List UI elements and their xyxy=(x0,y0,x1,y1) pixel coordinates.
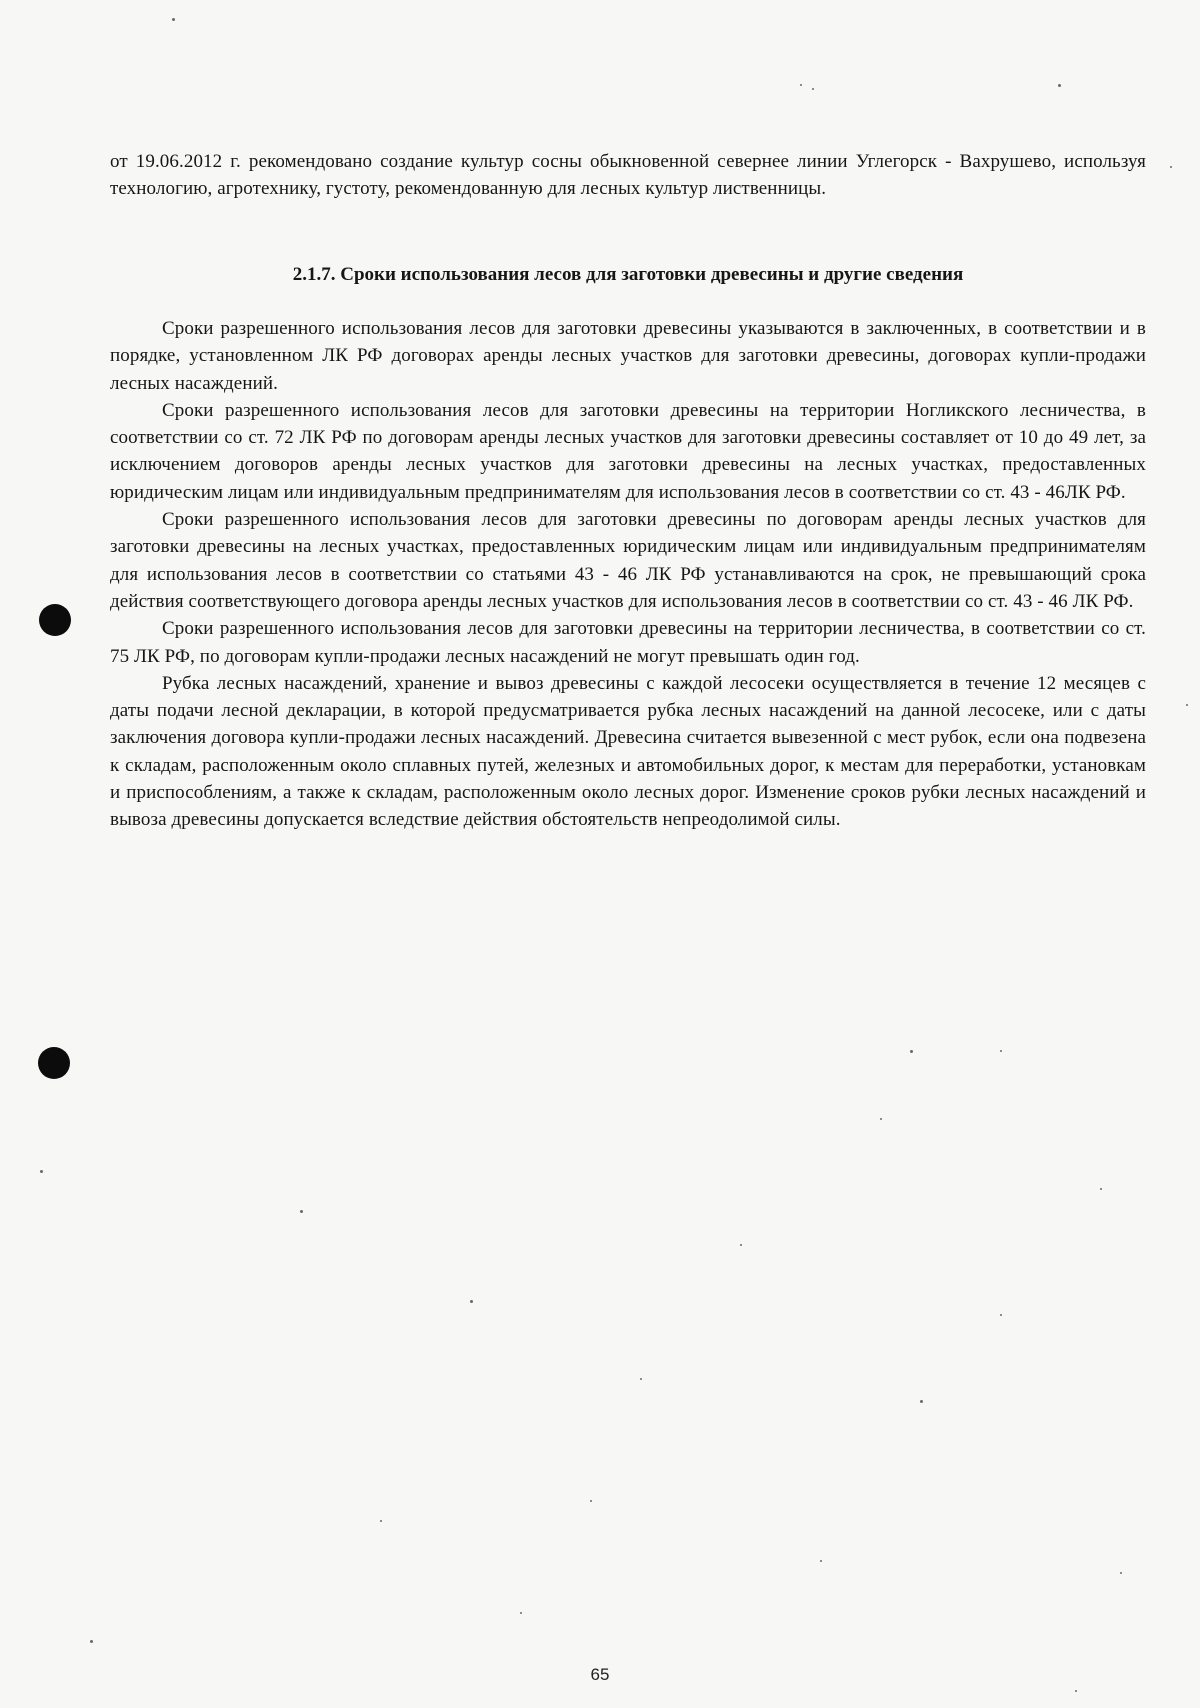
paragraph-5: Рубка лесных насаждений, хранение и вывоз древесины с каждой лесосеки осуществляется в течение 12 месяцев с даты подачи лесной декларации, в которой предусматривается рубка лесных насаждений на данной лесосеке, или с даты заключения договора купли-продажи лесных насаждений. Древесина считается вывезенной с мест рубок, если она подвезена к складам, расположенным около сплавных путей, железных и автомобильных дорог, к местам для переработки, установкам и приспособлениям, а также к складам, расположенным около лесных дорог. Изменение сроков рубки лесных насаждений и вывоза древесины допускается вследствие действия обстоятельств непреодолимой силы. xyxy=(110,672,1146,831)
scan-speck xyxy=(1186,704,1188,706)
scan-speck xyxy=(520,1612,522,1614)
scan-speck xyxy=(380,1520,382,1522)
intro-paragraph: от 19.06.2012 г. рекомендовано создание культур сосны обыкновенной севернее линии Углегорск - Вахрушево, используя технологию, агротехнику, густоту, рекомендованную для лесных культур лиственницы. xyxy=(110,151,1146,200)
scan-speck xyxy=(1000,1050,1002,1052)
scan-speck xyxy=(90,1640,93,1643)
scan-speck xyxy=(1170,166,1172,168)
binder-hole-bottom xyxy=(38,1047,70,1079)
scan-speck xyxy=(1058,84,1061,87)
scan-speck xyxy=(590,1500,592,1502)
scan-speck xyxy=(40,1170,43,1173)
scan-speck xyxy=(1100,1188,1102,1190)
scan-speck xyxy=(1120,1572,1122,1574)
scan-speck xyxy=(910,1050,913,1053)
scan-speck xyxy=(812,88,814,90)
section-body xyxy=(110,315,1146,834)
paragraph-1: Сроки разрешенного использования лесов для заготовки древесины указываются в заключенных, в соответствии и в порядке, установленном ЛК РФ договорах аренды лесных участков для заготовки древесины, договорах купли-продажи лесных насаждений. xyxy=(110,318,1146,394)
scan-speck xyxy=(800,84,802,86)
scan-speck xyxy=(172,18,175,21)
binder-hole-top xyxy=(39,604,71,636)
scan-speck xyxy=(640,1378,642,1380)
paragraph-2: Сроки разрешенного использования лесов для заготовки древесины на территории Ногликского лесничества, в соответствии со ст. 72 ЛК РФ по договорам аренды лесных участков для заготовки древесины составляет от 10 до 49 лет, за исключением договоров аренды лесных участков для заготовки древесины на лесных участках, предоставленных юридическим лицам или индивидуальным предпринимателям для использования лесов в соответствии со ст. 43 - 46ЛК РФ. xyxy=(110,399,1146,503)
scan-speck xyxy=(920,1400,923,1403)
scan-speck xyxy=(1000,1314,1002,1316)
scan-speck xyxy=(1075,1690,1077,1692)
scan-speck xyxy=(820,1560,822,1562)
page-number: 65 xyxy=(590,1665,610,1684)
paragraph-4: Сроки разрешенного использования лесов для заготовки древесины на территории лесничества, в соответствии со ст. 75 ЛК РФ, по договорам купли-продажи лесных насаждений не могут превышать один год. xyxy=(110,618,1146,667)
section-heading: 2.1.7. Сроки использования лесов для заготовки древесины и другие сведения xyxy=(292,264,964,285)
scan-speck xyxy=(740,1244,742,1246)
scan-speck xyxy=(880,1118,882,1120)
scan-speck xyxy=(470,1300,473,1303)
scan-speck xyxy=(300,1210,303,1213)
paragraph-3: Сроки разрешенного использования лесов для заготовки древесины по договорам аренды лесных участков для заготовки древесины на лесных участках, предоставленных юридическим лицам или индивидуальным предпринимателям для использования лесов в соответствии со статьями 43 - 46 ЛК РФ устанавливаются на срок, не превышающий срока действия соответствующего договора аренды лесных участков для использования лесов в соответствии со ст. 43 - 46 ЛК РФ. xyxy=(110,509,1146,612)
